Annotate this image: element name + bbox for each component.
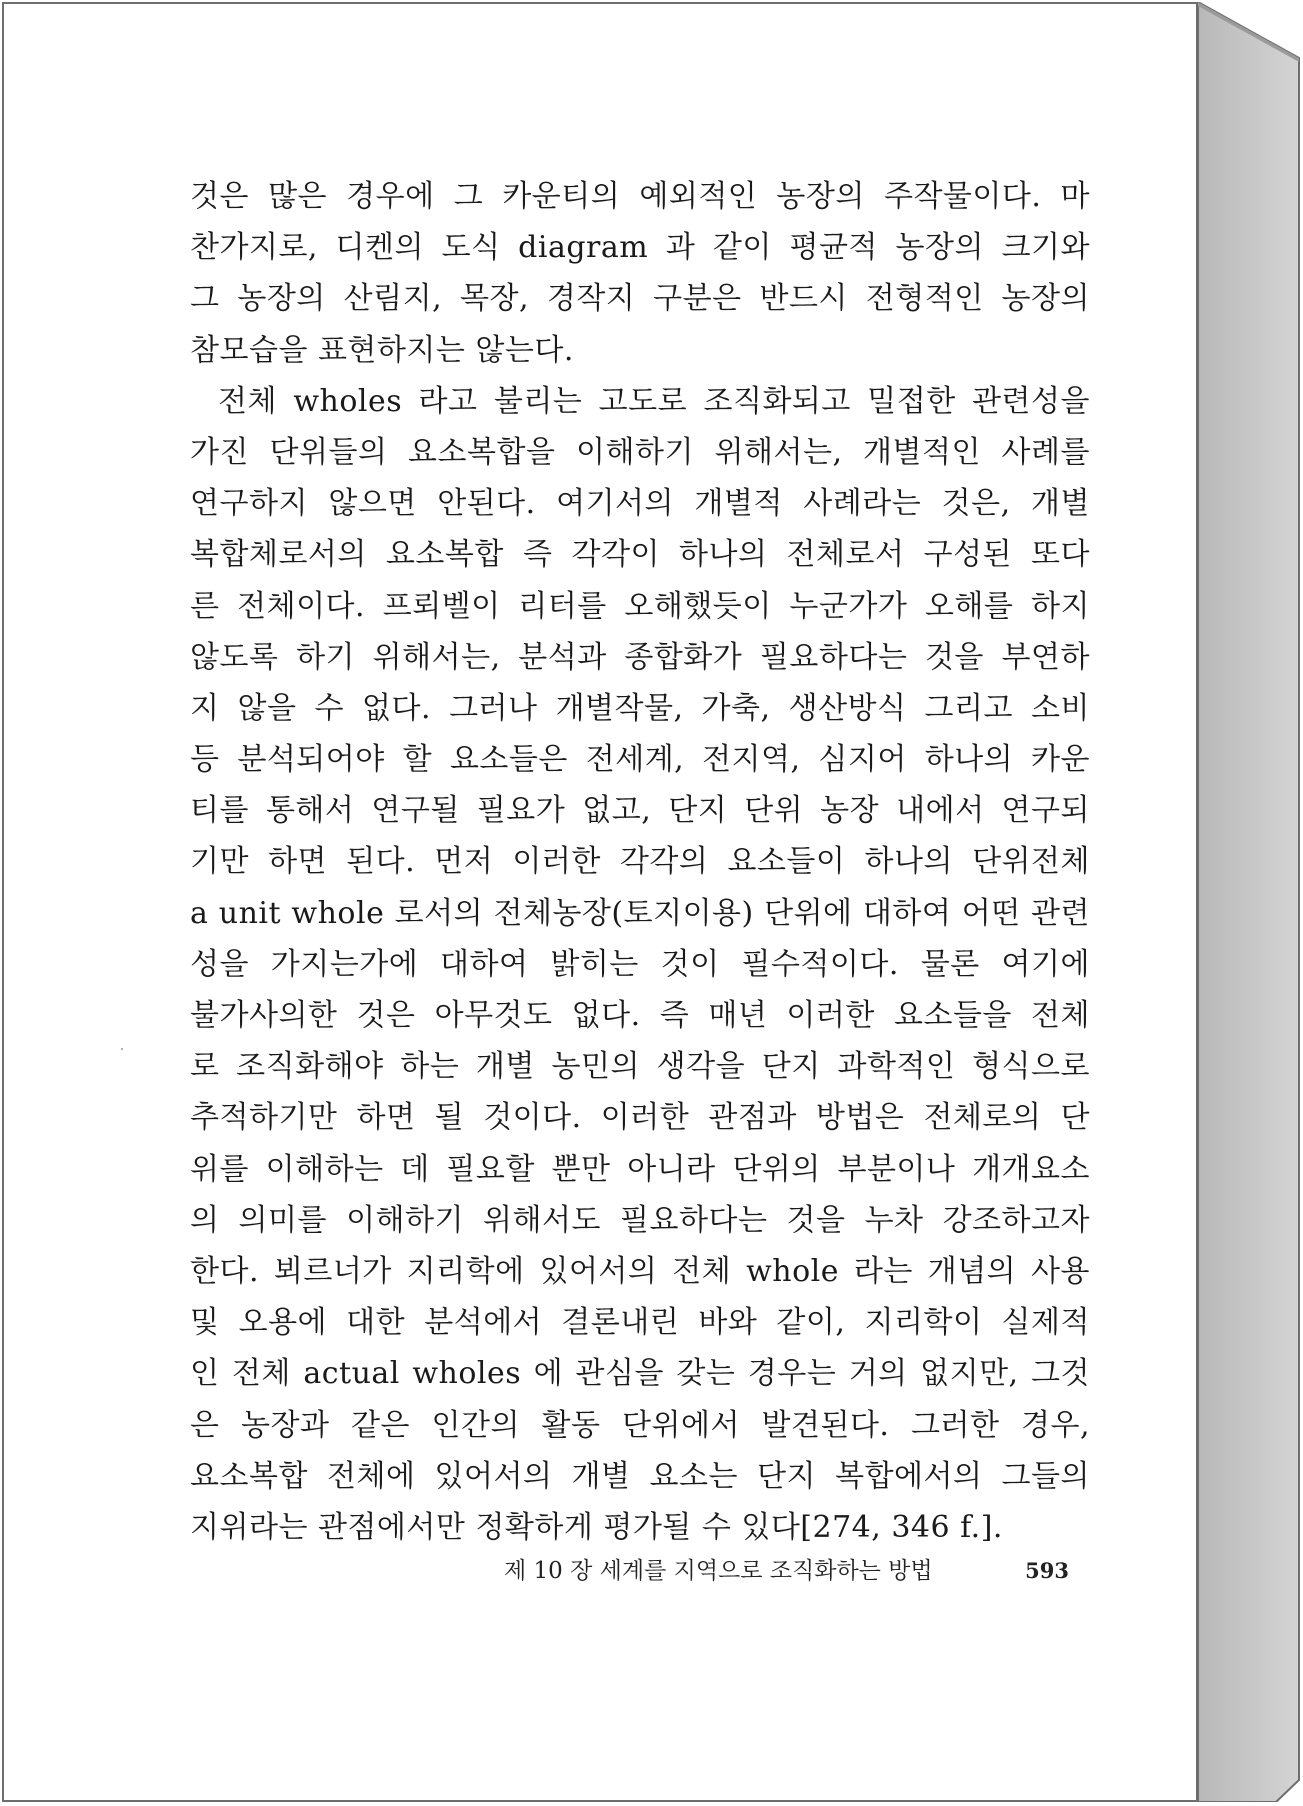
book-edge-shape xyxy=(1198,2,1301,1802)
text-line: 불가사의한 것은 아무것도 없다. 즉 매년 이러한 요소들을 전체 xyxy=(190,998,1090,1033)
text-line-indented: 전체 wholes 라고 불리는 고도로 조직화되고 밀접한 관련성을 xyxy=(218,383,1090,419)
text-line: 로 조직화해야 하는 개별 농민의 생각을 단지 과학적인 형식으로 xyxy=(190,1049,1090,1085)
text-line: 은 농장과 같은 인간의 활동 단위에서 발견된다. 그러한 경우, xyxy=(190,1407,1090,1443)
page-footer xyxy=(504,1551,1069,1591)
text-line: a unit whole 로서의 전체농장(토지이용) 단위에 대하여 어떤 관련 xyxy=(190,895,1090,931)
text-line: 것은 많은 경우에 그 카운티의 예외적인 농장의 주작물이다. 마 xyxy=(190,179,1090,214)
text-line: 의 의미를 이해하기 위해서도 필요하다는 것을 누차 강조하고자 xyxy=(190,1202,1090,1238)
text-line: 한다. 뵈르너가 지리학에 있어서의 전체 whole 라는 개념의 사용 xyxy=(190,1253,1090,1289)
text-line: 복합체로서의 요소복합 즉 각각이 하나의 전체로서 구성된 또다 xyxy=(190,537,1090,573)
text-line: 추적하기만 하면 될 것이다. 이러한 관점과 방법은 전체로의 단 xyxy=(190,1100,1090,1136)
running-head: 제 10 장 세계를 지역으로 조직화하는 방법 xyxy=(504,1558,933,1584)
scan-speck xyxy=(121,1048,123,1050)
text-line: 지 않을 수 없다. 그러나 개별작물, 가축, 생산방식 그리고 소비 xyxy=(190,690,1090,726)
book-thickness-edge xyxy=(1198,2,1301,1802)
text-line: 참모습을 표현하지는 않는다. xyxy=(190,332,574,368)
text-line: 요소복합 전체에 있어서의 개별 요소는 단지 복합에서의 그들의 xyxy=(190,1458,1090,1494)
book-page xyxy=(2,2,1198,1802)
text-line: 찬가지로, 디켄의 도식 diagram 과 같이 평균적 농장의 크기와 xyxy=(190,230,1090,266)
text-line: 지위라는 관점에서만 정확하게 평가될 수 있다[274, 346 f.]. xyxy=(190,1509,1003,1545)
text-line: 및 오용에 대한 분석에서 결론내린 바와 같이, 지리학이 실제적 xyxy=(190,1305,1090,1341)
body-text xyxy=(190,171,1090,1553)
text-line: 위를 이해하는 데 필요할 뿐만 아니라 단위의 부분이나 개개요소 xyxy=(190,1151,1090,1187)
text-line: 등 분석되어야 할 요소들은 전세계, 전지역, 심지어 하나의 카운 xyxy=(190,742,1090,778)
page-number: 593 xyxy=(1025,1558,1069,1583)
text-line: 인 전체 actual wholes 에 관심을 갖는 경우는 거의 없지만, 그것 xyxy=(190,1356,1090,1392)
text-line: 연구하지 않으면 안된다. 여기서의 개별적 사례라는 것은, 개별 xyxy=(190,486,1090,522)
text-line: 않도록 하기 위해서는, 분석과 종합화가 필요하다는 것을 부연하 xyxy=(190,639,1090,675)
text-line: 성을 가지는가에 대하여 밝히는 것이 필수적이다. 물론 여기에 xyxy=(190,946,1090,982)
text-line: 기만 하면 된다. 먼저 이러한 각각의 요소들이 하나의 단위전체 xyxy=(190,844,1090,880)
text-line: 가진 단위들의 요소복합을 이해하기 위해서는, 개별적인 사례를 xyxy=(190,434,1090,470)
text-line: 티를 통해서 연구될 필요가 없고, 단지 단위 농장 내에서 연구되 xyxy=(190,793,1090,829)
text-line: 른 전체이다. 프뢰벨이 리터를 오해했듯이 누군가가 오해를 하지 xyxy=(190,588,1090,624)
text-line: 그 농장의 산림지, 목장, 경작지 구분은 반드시 전형적인 농장의 xyxy=(190,281,1090,317)
